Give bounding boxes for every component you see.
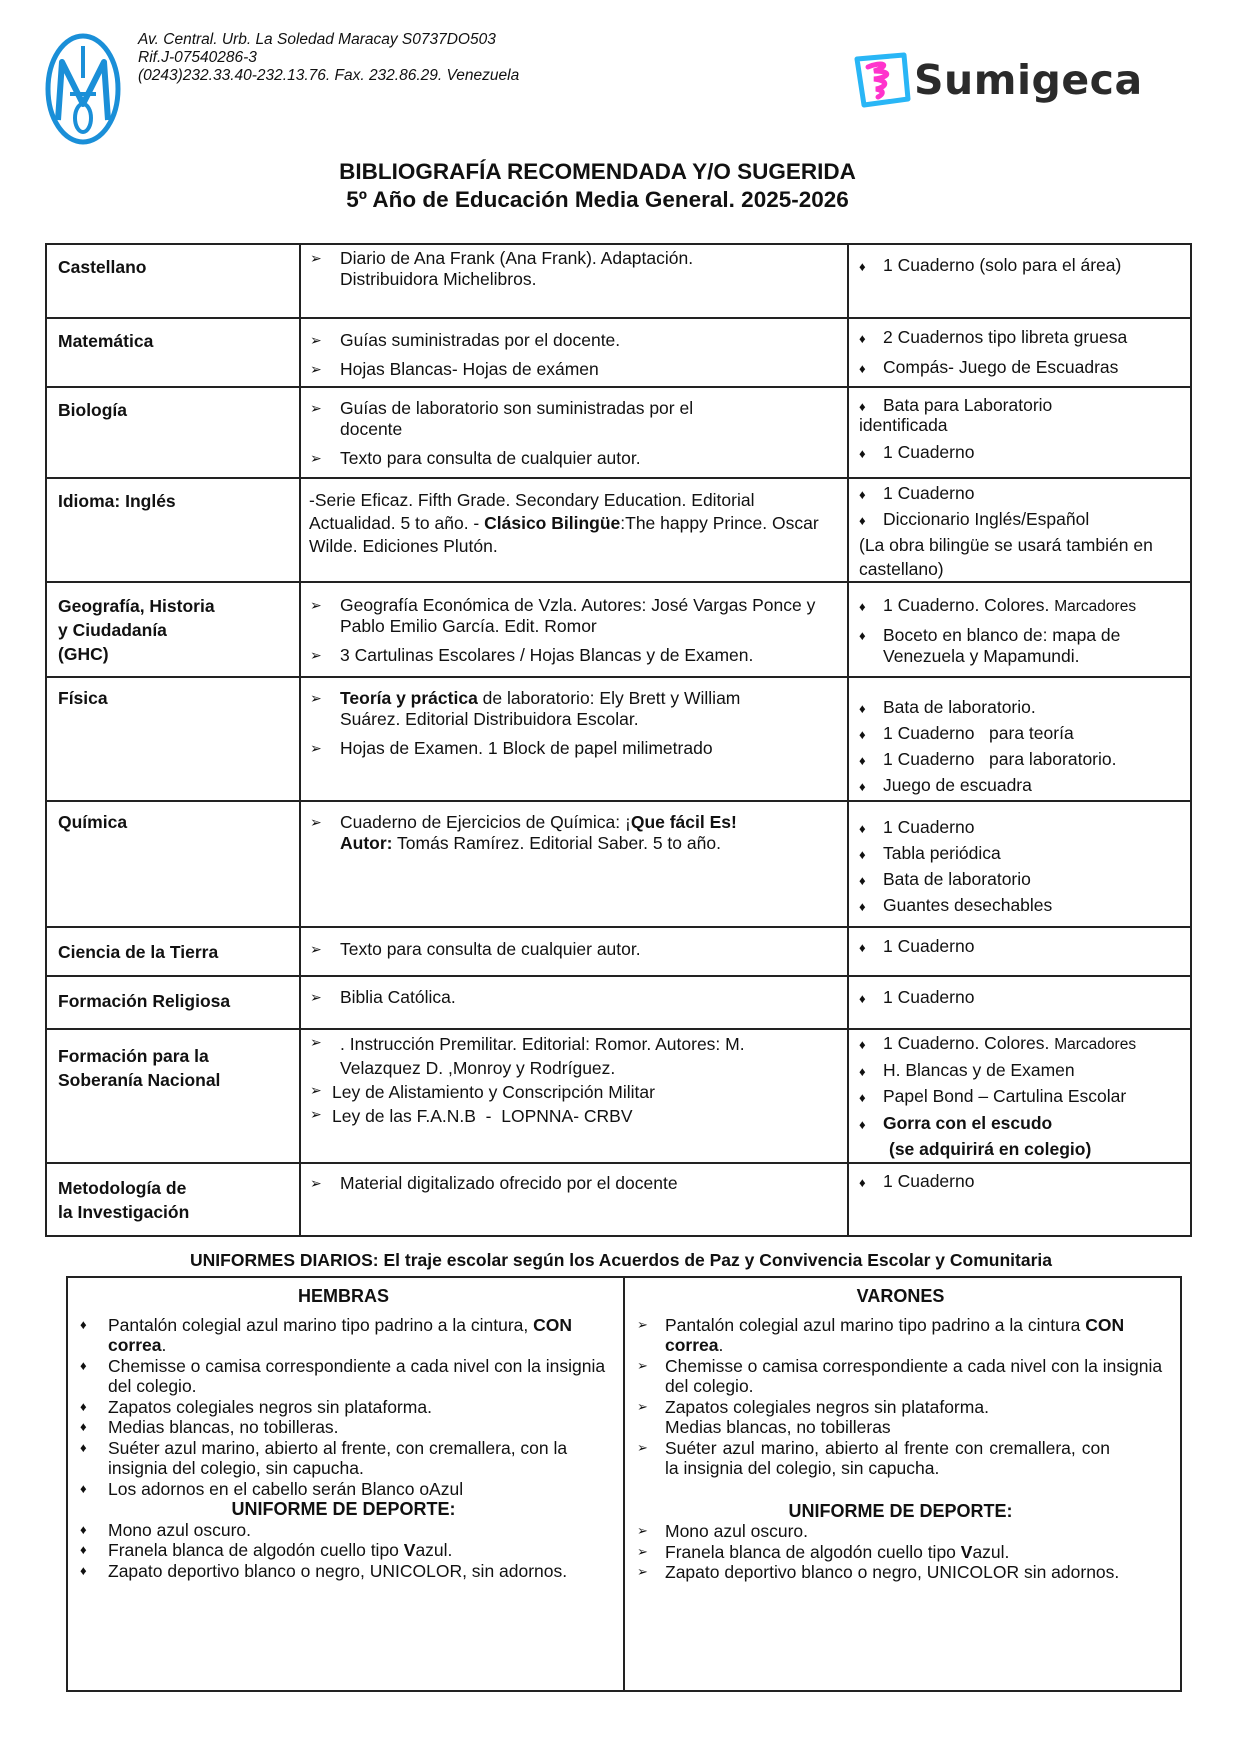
materials-cell <box>848 927 1191 976</box>
material-item: Boceto en blanco de: mapa de Venezuela y Mapamundi. <box>883 625 1121 666</box>
sport-uniform-heading: UNIFORME DE DEPORTE: <box>231 1499 456 1519</box>
hembras-heading: HEMBRAS <box>297 1286 389 1306</box>
material-item: 1 Cuaderno <box>883 442 975 462</box>
books-cell <box>300 478 848 582</box>
books-cell <box>300 244 848 318</box>
book-text: Material digitalizado ofrecido por el docente <box>340 1172 678 1193</box>
material-item: Bata de laboratorio. <box>883 697 1036 717</box>
materials-cell <box>848 244 1191 318</box>
subject-cell: Física <box>46 677 300 801</box>
uniform-item: Zapato deportivo blanco o negro, UNICOLOR sin adornos. <box>665 1562 1120 1582</box>
uniform-item: Zapatos colegiales negros sin plataforma. <box>108 1396 432 1417</box>
table-row <box>46 677 1191 801</box>
material-item: 1 Cuaderno <box>883 987 975 1007</box>
arrowhead-bullet-icon: ➢ <box>637 1316 648 1332</box>
title-line-2: 5º Año de Educación Media General. 2025-2026 <box>346 187 849 212</box>
material-item: 1 Cuaderno. Colores. <box>883 595 1050 615</box>
diamond-bullet-icon: ♦ <box>859 847 866 862</box>
diamond-bullet-icon: ♦ <box>859 446 866 461</box>
uniform-item: Franela blanca de algodón cuello tipo <box>665 1541 961 1562</box>
diamond-bullet-icon: ♦ <box>859 753 866 768</box>
arrow-bullet-icon: ➢ <box>310 250 322 266</box>
book-text: Biblia Católica. <box>340 987 456 1007</box>
material-item: identificada <box>859 415 948 435</box>
material-item: H. Blancas y de Examen <box>883 1059 1075 1080</box>
subject-line: y Ciudadanía <box>58 620 167 640</box>
diamond-bullet-icon: ♦ <box>859 331 866 346</box>
arrow-bullet-icon: ➢ <box>310 989 322 1005</box>
uniform-item: Los adornos en el cabello serán Blanco oAzul <box>108 1478 464 1499</box>
material-item: 1 Cuaderno para laboratorio. <box>883 749 1117 769</box>
diamond-bullet-icon: ♦ <box>80 1398 87 1414</box>
book-text: -Serie Eficaz. Fifth Grade. Secondary Education. Editorial Actualidad. 5 to año. - <box>309 490 755 533</box>
subject-cell <box>46 582 300 677</box>
subject-line: Metodología de <box>58 1177 187 1198</box>
material-item: (se adquirirá en colegio) <box>889 1139 1092 1159</box>
uniform-bold: V <box>403 1540 416 1560</box>
book-bold-text: Teoría y práctica <box>340 688 478 708</box>
arrowhead-bullet-icon: ➢ <box>637 1564 648 1579</box>
material-item: Gorra con el escudo <box>883 1112 1053 1133</box>
book-text: Distribuidora Michelibros. <box>340 269 537 289</box>
diamond-bullet-icon: ♦ <box>859 1090 866 1105</box>
book-text: Guías de laboratorio son suministradas por el docente <box>340 398 694 439</box>
books-cell <box>300 801 848 927</box>
table-row <box>46 1163 1191 1236</box>
subject-cell: Biología <box>46 387 300 478</box>
subject-cell: Química <box>46 801 300 927</box>
books-cell <box>300 677 848 801</box>
subject-cell: Idioma: Inglés <box>46 478 300 582</box>
school-address <box>138 31 519 85</box>
diamond-bullet-icon: ♦ <box>859 1174 866 1190</box>
arrow-bullet-icon: ➢ <box>310 647 322 663</box>
varones-heading: VARONES <box>856 1286 945 1306</box>
material-item: Compás- Juego de Escuadras <box>883 357 1119 377</box>
table-row <box>46 244 1191 318</box>
diamond-bullet-icon: ♦ <box>80 1562 87 1578</box>
uniform-item: . <box>718 1335 724 1355</box>
book-bold-text: Que fácil Es! <box>630 812 737 832</box>
uniform-item: Chemisse o camisa correspondiente a cada nivel con la insignia del colegio. <box>108 1355 606 1396</box>
sport-uniform-heading: UNIFORME DE DEPORTE: <box>788 1500 1013 1521</box>
varones-column <box>624 1277 1181 1691</box>
diamond-bullet-icon: ♦ <box>859 727 866 742</box>
book-text: Cuaderno de Ejercicios de Química: ¡ <box>340 812 631 832</box>
materials-cell <box>848 478 1191 582</box>
book-text: Texto para consulta de cualquier autor. <box>340 448 641 468</box>
book-text: Hojas de Examen. 1 Block de papel milimetrado <box>340 738 713 758</box>
materials-cell <box>848 976 1191 1029</box>
subject-line: Formación para la <box>58 1046 209 1066</box>
material-item: 1 Cuaderno. Colores. <box>883 1033 1050 1053</box>
books-cell <box>300 1163 848 1236</box>
arrow-bullet-icon: ➢ <box>310 400 322 416</box>
diamond-bullet-icon: ♦ <box>859 701 866 716</box>
diamond-bullet-icon: ♦ <box>859 1116 866 1132</box>
diamond-bullet-icon: ♦ <box>859 628 866 643</box>
hembras-column <box>67 1277 624 1691</box>
materials-cell <box>848 677 1191 801</box>
material-item: Bata para Laboratorio <box>883 395 1053 415</box>
books-cell <box>300 318 848 387</box>
subject-line: la Investigación <box>58 1201 190 1222</box>
sumigeca-logo <box>852 50 1152 110</box>
bibliography-table <box>45 243 1192 1237</box>
materials-cell <box>848 387 1191 478</box>
table-row <box>46 387 1191 478</box>
material-item: Juego de escuadra <box>883 775 1032 795</box>
uniform-item: Pantalón colegial azul marino tipo padrino a la cintura, <box>108 1314 534 1335</box>
uniform-bold: V <box>960 1541 973 1562</box>
books-cell <box>300 582 848 677</box>
materials-cell <box>848 1029 1191 1163</box>
book-text: Hojas Blancas- Hojas de exámen <box>340 359 599 379</box>
book-text: Ley de Alistamiento y Conscripción Militar <box>332 1082 655 1102</box>
phone-line: (0243)232.33.40-232.13.76. Fax. 232.86.29. Venezuela <box>138 67 520 84</box>
diamond-bullet-icon: ♦ <box>859 1063 866 1079</box>
diamond-bullet-icon: ♦ <box>859 940 866 955</box>
diamond-bullet-icon: ♦ <box>859 361 866 376</box>
material-item: 1 Cuaderno <box>883 1170 975 1191</box>
uniform-item: Zapatos colegiales negros sin plataforma. <box>665 1396 989 1417</box>
arrowhead-bullet-icon: ➢ <box>637 1398 648 1414</box>
book-text: Texto para consulta de cualquier autor. <box>340 939 641 959</box>
subject-cell: Matemática <box>46 318 300 387</box>
sumigeca-swirl-icon <box>852 51 912 109</box>
arrow-bullet-icon: ➢ <box>310 1034 322 1050</box>
material-item: Papel Bond – Cartulina Escolar <box>883 1086 1127 1106</box>
book-text: :The happy Prince. Oscar Wilde. Ediciones Plutón. <box>309 513 819 556</box>
arrow-bullet-icon: ➢ <box>310 1082 322 1098</box>
uniform-item: Chemisse o camisa correspondiente a cada nivel con la insignia del colegio. <box>665 1355 1163 1396</box>
diamond-bullet-icon: ♦ <box>80 1316 87 1332</box>
arrowhead-bullet-icon: ➢ <box>637 1543 648 1559</box>
uniform-item: Mono azul oscuro. <box>108 1519 251 1540</box>
subject-cell: Ciencia de la Tierra <box>46 927 300 976</box>
table-row <box>46 582 1191 677</box>
uniform-item: Franela blanca de algodón cuello tipo <box>108 1540 404 1560</box>
arrowhead-bullet-icon: ➢ <box>637 1357 648 1373</box>
table-row <box>67 1277 1181 1691</box>
table-row <box>46 976 1191 1029</box>
uniform-item: Zapato deportivo blanco o negro, UNICOLOR, sin adornos. <box>108 1560 568 1581</box>
table-row <box>46 927 1191 976</box>
books-cell <box>300 927 848 976</box>
material-item: 1 Cuaderno para teoría <box>883 723 1074 743</box>
rif-line: Rif.J-07540286-3 <box>138 49 257 66</box>
sumigeca-wordmark: Sumigeca <box>914 56 1143 104</box>
arrowhead-bullet-icon: ➢ <box>637 1439 648 1455</box>
arrow-bullet-icon: ➢ <box>310 597 322 613</box>
diamond-bullet-icon: ♦ <box>859 487 866 502</box>
address-line: Av. Central. Urb. La Soledad Maracay S0737DO503 <box>138 31 496 48</box>
uniform-item: Suéter azul marino, abierto al frente con cremallera, con la insignia del colegio, sin capucha. <box>665 1437 1110 1478</box>
uniform-item: Suéter azul marino, abierto al frente, con cremallera, con la insignia del colegio, sin capucha. <box>108 1437 568 1478</box>
material-item: Guantes desechables <box>883 895 1053 915</box>
uniforms-title: UNIFORMES DIARIOS: El traje escolar según los Acuerdos de Paz y Convivencia Escolar y Comunitaria <box>190 1250 1052 1270</box>
book-text: Ley de las F.A.N.B - LOPNNA- CRBV <box>332 1106 633 1126</box>
subject-cell <box>46 1163 300 1236</box>
diamond-bullet-icon: ♦ <box>80 1357 87 1373</box>
books-cell <box>300 1029 848 1163</box>
material-item: 2 Cuadernos tipo libreta gruesa <box>883 327 1128 347</box>
subject-line: Soberanía Nacional <box>58 1070 221 1090</box>
subject-line: Geografía, Historia <box>58 596 215 616</box>
arrow-bullet-icon: ➢ <box>310 1106 322 1122</box>
subject-cell: Castellano <box>46 244 300 318</box>
book-text: 3 Cartulinas Escolares / Hojas Blancas y de Examen. <box>340 645 754 665</box>
uniform-item: . <box>161 1335 167 1355</box>
material-note: (La obra bilingüe se usará también en castellano) <box>859 535 1153 579</box>
books-cell <box>300 387 848 478</box>
diamond-bullet-icon: ♦ <box>859 1037 866 1052</box>
books-cell <box>300 976 848 1029</box>
document-title <box>0 158 1195 214</box>
diamond-bullet-icon: ♦ <box>859 899 866 914</box>
book-bold-text: Clásico Bilingüe <box>484 513 621 533</box>
uniform-item: azul. <box>415 1540 453 1560</box>
material-item: 1 Cuaderno <box>883 817 975 837</box>
material-item: 1 Cuaderno (solo para el área) <box>883 255 1122 275</box>
subject-line: (GHC) <box>58 644 109 664</box>
uniform-item: Mono azul oscuro. <box>665 1521 808 1541</box>
title-line-1: BIBLIOGRAFÍA RECOMENDADA Y/O SUGERIDA <box>339 159 856 184</box>
materials-cell <box>848 1163 1191 1236</box>
diamond-bullet-icon: ♦ <box>859 991 866 1006</box>
subject-cell <box>46 1029 300 1163</box>
book-text: Tomás Ramírez. Editorial Saber. 5 to año. <box>392 833 721 853</box>
diamond-bullet-icon: ♦ <box>859 821 866 836</box>
arrow-bullet-icon: ➢ <box>310 450 322 466</box>
uniforms-table <box>66 1276 1182 1692</box>
diamond-bullet-icon: ♦ <box>80 1439 87 1455</box>
diamond-bullet-icon: ♦ <box>859 873 866 888</box>
diamond-bullet-icon: ♦ <box>859 399 866 414</box>
book-text: Guías suministradas por el docente. <box>340 330 621 350</box>
book-text: Diario de Ana Frank (Ana Frank). Adaptación. <box>340 248 694 268</box>
subject-cell: Formación Religiosa <box>46 976 300 1029</box>
diamond-bullet-icon: ♦ <box>80 1521 87 1537</box>
material-item: 1 Cuaderno <box>883 483 975 503</box>
diamond-bullet-icon: ♦ <box>80 1480 87 1496</box>
arrow-bullet-icon: ➢ <box>310 361 322 377</box>
letterhead <box>0 0 1242 150</box>
material-item: Bata de laboratorio <box>883 869 1031 889</box>
school-monogram-logo-icon <box>44 32 122 146</box>
arrowhead-bullet-icon: ➢ <box>637 1523 648 1538</box>
materials-cell <box>848 582 1191 677</box>
diamond-bullet-icon: ♦ <box>80 1419 87 1434</box>
diamond-bullet-icon: ♦ <box>80 1542 87 1557</box>
table-row <box>46 801 1191 927</box>
uniform-item: Pantalón colegial azul marino tipo padrino a la cintura <box>665 1314 1086 1335</box>
diamond-bullet-icon: ♦ <box>859 513 866 528</box>
uniform-item: azul. <box>972 1541 1010 1562</box>
material-item: Diccionario Inglés/Español <box>883 509 1090 529</box>
book-text: de laboratorio: Ely Brett y William Suárez. Editorial Distribuidora Escolar. <box>340 688 741 729</box>
material-item: 1 Cuaderno <box>883 936 975 956</box>
uniform-item: Medias blancas, no tobilleras. <box>108 1417 339 1437</box>
material-item: Tabla periódica <box>883 843 1001 863</box>
material-item: Marcadores <box>1054 1036 1137 1053</box>
material-item: Marcadores <box>1054 598 1137 615</box>
uniform-bold: CON correa <box>108 1314 573 1355</box>
arrow-bullet-icon: ➢ <box>310 690 322 706</box>
diamond-bullet-icon: ♦ <box>859 779 866 794</box>
arrow-bullet-icon: ➢ <box>310 1174 322 1191</box>
book-bold-text: Autor: <box>340 833 393 853</box>
materials-cell <box>848 318 1191 387</box>
materials-cell <box>848 801 1191 927</box>
book-text: Geografía Económica de Vzla. Autores: José Vargas Ponce y Pablo Emilio García. Edit. Romor <box>340 595 816 636</box>
arrow-bullet-icon: ➢ <box>310 941 322 957</box>
diamond-bullet-icon: ♦ <box>859 259 866 274</box>
arrow-bullet-icon: ➢ <box>310 740 322 756</box>
uniform-bold: CON correa <box>665 1314 1125 1355</box>
diamond-bullet-icon: ♦ <box>859 599 866 614</box>
arrow-bullet-icon: ➢ <box>310 332 322 348</box>
book-text: . Instrucción Premilitar. Editorial: Romor. Autores: M. Velazquez D. ,Monroy y Rodríguez. <box>340 1034 745 1078</box>
table-row <box>46 478 1191 582</box>
table-row <box>46 318 1191 387</box>
arrow-bullet-icon: ➢ <box>310 814 322 830</box>
table-row <box>46 1029 1191 1163</box>
uniform-item: Medias blancas, no tobilleras <box>665 1417 891 1437</box>
